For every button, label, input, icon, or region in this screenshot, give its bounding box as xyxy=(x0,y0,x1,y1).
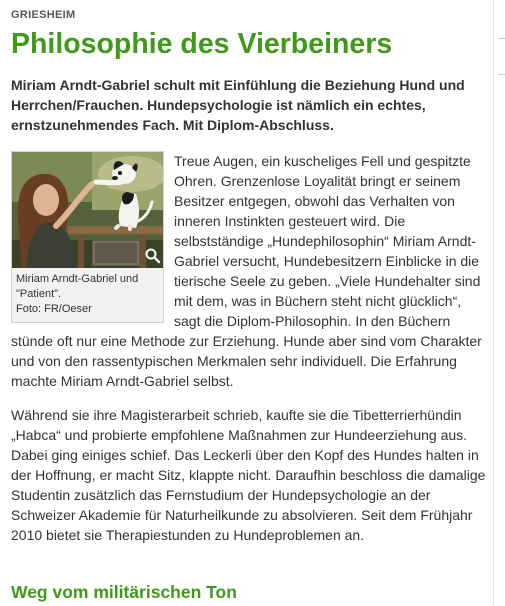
photo-caption xyxy=(12,268,163,322)
article-body xyxy=(11,151,491,559)
article-paragraph: Während sie ihre Magisterarbeit schrieb, kaufte sie die Tibetterrierhündin „Habca“ und probierte empfohlene Maßnahmen zur Hundeerziehung aus. Dabei ging einiges schief. Das Leckerli über den Kopf des Hundes halten in der Hoffnung, er macht Sitz, klappte nicht. Daraufhin beschloss die damalige Studentin zusätzlich das Fernstudium der Hundepsychologie an der Schweizer Akademie für Naturheilkunde zu absolvieren. Seit dem Frühjahr 2010 bietet sie Therapiestunden zu Hundeproblemen an. xyxy=(11,407,486,543)
sidebar-divider-mark xyxy=(498,38,505,39)
sidebar-divider-mark xyxy=(498,74,505,75)
sidebar-divider xyxy=(493,0,494,606)
article-figure xyxy=(11,151,164,323)
article-headline: Philosophie des Vierbeiners xyxy=(11,28,393,60)
photo-caption-text: Miriam Arndt-Gabriel und "Patient". xyxy=(16,273,139,300)
photo-credit: Foto: FR/Oeser xyxy=(16,303,92,315)
article-lead: Miriam Arndt-Gabriel schult mit Einfühlung die Beziehung Hund und Herrchen/Frauchen. Hundepsychologie ist nämlich ein echtes, ernstzunehmendes Fach. Mit Diplom-Abschluss. xyxy=(11,77,465,133)
article-photo[interactable] xyxy=(12,152,163,268)
article-paragraph: Treue Augen, ein kuscheliges Fell und gespitzte Ohren. Grenzenlose Loyalität bringt er seinem Besitzer entgegen, obwohl das Verhalten von inneren Instinkten gesteuert wird. Die selbstständige „Hundephilosophin“ Miriam Arndt-Gabriel versucht, Hundebesitzern Einblicke in die tierische Seele zu geben. „Viele Hundehalter sind mit dem, was in Büchern steht nicht glücklich“, sagt die Diplom-Philosophin. In den Büchern stünde oft nur eine Methode zur Erziehung. Hunde aber sind vom Charakter und von den rassentypischen Merkmalen sehr individuell. Die Erfahrung machte Miriam Arndt-Gabriel selbst. xyxy=(11,153,482,389)
article-kicker: GRIESHEIM xyxy=(11,9,76,21)
article-subheading: Weg vom militärischen Ton xyxy=(11,582,237,602)
